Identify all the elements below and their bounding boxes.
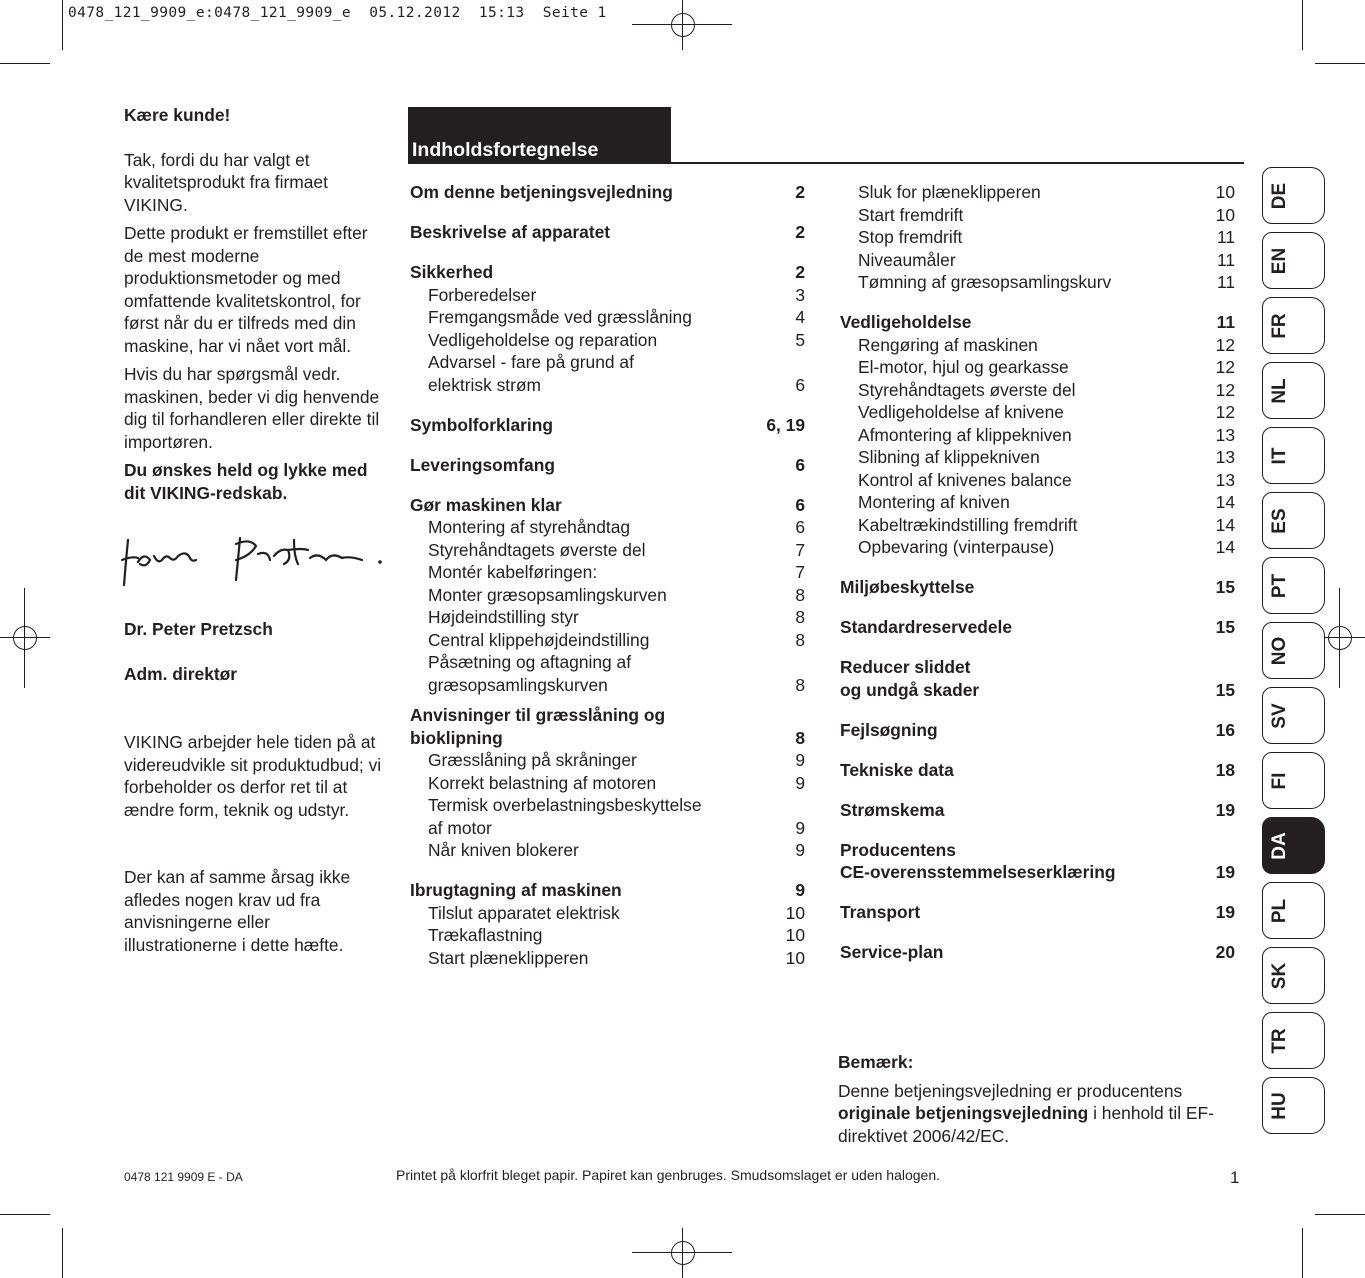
crop-mark xyxy=(1302,0,1303,50)
note-text-part: i henhold til EF-direktivet 2006/42/EC. xyxy=(838,1103,1214,1146)
toc-section[interactable] xyxy=(410,727,805,750)
toc-page-number: 12 xyxy=(1215,402,1235,422)
note-text xyxy=(838,1080,1228,1148)
toc-entry-title: Vedligeholdelse af knivene xyxy=(858,402,1064,422)
toc-entry-title: Montering af kniven xyxy=(858,492,1010,512)
toc-section[interactable] xyxy=(840,576,1235,599)
toc-page-number: 20 xyxy=(1215,942,1235,962)
note-box xyxy=(838,1051,1228,1147)
toc-entry-title: Montering af styrehåndtag xyxy=(428,517,631,537)
toc-entry[interactable] xyxy=(840,226,1235,249)
language-tab-label: PT xyxy=(1269,573,1290,598)
toc-entry[interactable] xyxy=(410,284,805,307)
toc-section[interactable] xyxy=(840,839,1235,862)
toc-entry-title: Om denne betjeningsvejledning xyxy=(410,182,673,202)
crop-mark xyxy=(0,1214,50,1215)
language-tab-nl[interactable] xyxy=(1262,362,1325,419)
toc-page-number: 9 xyxy=(795,840,805,860)
language-tab-label: IT xyxy=(1269,447,1290,464)
toc-section[interactable] xyxy=(410,879,805,902)
toc-entry-title: Græsslåning på skråninger xyxy=(428,750,637,770)
toc-page-number: 18 xyxy=(1215,759,1235,780)
toc-section[interactable] xyxy=(840,616,1235,639)
toc-entry-title: Leveringsomfang xyxy=(410,454,555,475)
language-tab-label: NO xyxy=(1269,636,1290,665)
toc-page-number: 8 xyxy=(795,727,805,748)
toc-page-number: 12 xyxy=(1215,379,1235,400)
toc-page-number: 12 xyxy=(1215,334,1235,355)
toc-entry-title: Påsætning og aftagning af xyxy=(428,652,632,672)
toc-entry[interactable] xyxy=(840,446,1235,469)
signature xyxy=(118,530,388,590)
toc-section[interactable] xyxy=(840,861,1235,884)
toc-entry[interactable] xyxy=(410,839,805,862)
language-tab-label: EN xyxy=(1269,247,1290,274)
toc-page-number: 11 xyxy=(1216,272,1235,292)
toc-page-number: 11 xyxy=(1216,249,1235,270)
toc-entry-title: Tekniske data xyxy=(840,759,954,780)
language-tab-sv[interactable] xyxy=(1262,687,1325,744)
toc-section[interactable] xyxy=(840,656,1235,679)
language-tab-tr[interactable] xyxy=(1262,1012,1325,1069)
toc-page-number: 16 xyxy=(1215,719,1235,740)
toc-page-number: 8 xyxy=(795,584,805,605)
toc-heading xyxy=(408,107,671,164)
toc-entry[interactable] xyxy=(410,817,805,840)
toc-page-number: 12 xyxy=(1215,357,1235,377)
language-tab-pt[interactable] xyxy=(1262,557,1325,614)
toc-entry[interactable] xyxy=(840,401,1235,424)
toc-entry-title: Slibning af klippekniven xyxy=(858,447,1040,467)
toc-entry[interactable] xyxy=(410,351,805,374)
toc-page-number: 10 xyxy=(785,902,805,923)
toc-page-number: 19 xyxy=(1215,902,1235,922)
toc-page-number: 9 xyxy=(795,880,805,900)
toc-entry[interactable] xyxy=(410,674,805,697)
toc-divider xyxy=(671,162,1244,164)
registration-mark xyxy=(682,1228,683,1278)
toc-entry-title: Forberedelser xyxy=(428,284,537,305)
language-tab-label: DA xyxy=(1269,831,1290,860)
toc-page-number: 5 xyxy=(795,329,805,350)
toc-entry[interactable] xyxy=(410,629,805,652)
language-tab-en[interactable] xyxy=(1262,232,1325,289)
toc-entry-title: CE-overensstemmelseserklæring xyxy=(840,862,1116,882)
toc-entry[interactable] xyxy=(410,539,805,562)
toc-entry[interactable] xyxy=(840,249,1235,272)
toc-entry[interactable] xyxy=(840,181,1235,204)
toc-title: Indholdsfortegnelse xyxy=(412,139,599,161)
toc-entry-title: Termisk overbelastningsbeskyttelse xyxy=(428,795,702,815)
language-tab-da[interactable] xyxy=(1262,817,1325,874)
signer-title: Adm. direktør xyxy=(124,664,238,684)
toc-entry-title: og undgå skader xyxy=(840,679,980,700)
toc-entry-title: El-motor, hjul og gearkasse xyxy=(858,357,1069,377)
toc-entry-title: Transport xyxy=(840,902,921,922)
toc-page-number: 6 xyxy=(795,454,805,475)
registration-mark xyxy=(671,13,695,37)
toc-entry[interactable] xyxy=(410,651,805,674)
toc-section[interactable] xyxy=(840,901,1235,924)
toc-section[interactable] xyxy=(410,221,805,244)
toc-entry-title: Strømskema xyxy=(840,799,945,820)
language-tab-fi[interactable] xyxy=(1262,752,1325,809)
toc-section[interactable] xyxy=(840,759,1235,782)
toc-page-number: 2 xyxy=(795,222,805,242)
signer-name: Dr. Peter Pretzsch xyxy=(124,619,273,639)
toc-entry[interactable] xyxy=(840,204,1235,227)
toc-page-number: 15 xyxy=(1215,577,1235,597)
language-tab-label: FI xyxy=(1269,772,1290,789)
language-tab-sk[interactable] xyxy=(1262,947,1325,1004)
toc-entry-title: Fejlsøgning xyxy=(840,719,938,740)
toc-page-number: 19 xyxy=(1215,862,1235,882)
toc-section[interactable] xyxy=(840,941,1235,964)
toc-section[interactable] xyxy=(410,494,805,517)
toc-page-number: 15 xyxy=(1215,617,1235,637)
toc-page-number: 8 xyxy=(795,629,805,650)
toc-entry[interactable] xyxy=(840,379,1235,402)
toc-entry-title: Fremgangsmåde ved græsslåning xyxy=(428,307,692,327)
toc-entry[interactable] xyxy=(840,424,1235,447)
toc-page-number: 6 xyxy=(795,374,805,395)
toc-entry-title: Niveaumåler xyxy=(858,249,956,270)
note-text-bold: originale betjeningsvejledning xyxy=(838,1103,1089,1123)
toc-entry[interactable] xyxy=(410,561,805,584)
language-tab-pl[interactable] xyxy=(1262,882,1325,939)
toc-entry[interactable] xyxy=(410,516,805,539)
toc-section[interactable] xyxy=(840,679,1235,702)
toc-entry[interactable] xyxy=(410,947,805,970)
toc-entry-title: Sikkerhed xyxy=(410,262,494,282)
toc-page-number: 4 xyxy=(795,307,805,327)
registration-mark xyxy=(24,588,25,688)
toc-entry-title: Opbevaring (vinterpause) xyxy=(858,537,1055,557)
toc-column-2 xyxy=(840,181,1235,964)
toc-entry[interactable] xyxy=(410,374,805,397)
toc-page-number: 14 xyxy=(1215,492,1235,512)
print-slug: 0478_121_9909_e:0478_121_9909_e 05.12.2012 15:13 Seite 1 xyxy=(68,5,607,21)
toc-entry-title: Styrehåndtagets øverste del xyxy=(858,379,1076,400)
toc-page-number: 13 xyxy=(1215,469,1235,490)
registration-mark xyxy=(1339,588,1340,688)
language-tab-label: HU xyxy=(1269,1091,1290,1120)
toc-entry-title: Central klippehøjdeindstilling xyxy=(428,629,650,650)
toc-page-number: 19 xyxy=(1215,799,1235,820)
toc-page-number: 3 xyxy=(795,284,805,305)
toc-entry-title: Styrehåndtagets øverste del xyxy=(428,539,646,560)
toc-page-number: 8 xyxy=(795,674,805,695)
toc-section[interactable] xyxy=(410,414,805,437)
toc-entry[interactable] xyxy=(410,749,805,772)
toc-entry-title: Ibrugtagning af maskinen xyxy=(410,880,622,900)
toc-section[interactable] xyxy=(840,799,1235,822)
toc-entry-title: Tilslut apparatet elektrisk xyxy=(428,902,620,923)
language-tab-es[interactable] xyxy=(1262,492,1325,549)
language-tab-label: PL xyxy=(1269,898,1290,923)
toc-page-number: 13 xyxy=(1215,424,1235,445)
toc-entry-title: Standardreservedele xyxy=(840,617,1013,637)
toc-section[interactable] xyxy=(410,181,805,204)
toc-page-number: 10 xyxy=(1215,204,1235,225)
toc-entry-title: Producentens xyxy=(840,839,956,860)
toc-entry-title: Symbolforklaring xyxy=(410,414,554,435)
toc-page-number: 7 xyxy=(795,562,805,582)
toc-entry-title: Korrekt belastning af motoren xyxy=(428,772,657,793)
toc-page-number: 13 xyxy=(1215,447,1235,467)
toc-entry-title: Advarsel - fare på grund af xyxy=(428,352,634,372)
language-tab-label: TR xyxy=(1269,1027,1290,1054)
crop-mark xyxy=(1302,1228,1303,1278)
toc-entry[interactable] xyxy=(410,772,805,795)
toc-entry-title: Gør maskinen klar xyxy=(410,494,562,515)
toc-entry[interactable] xyxy=(410,329,805,352)
language-tab-it[interactable] xyxy=(1262,427,1325,484)
page-number: 1 xyxy=(1230,1168,1240,1187)
disclaimer-paragraph: VIKING arbejder hele tiden på at videreudvikle sit produktudbud; vi forbeholder os derfor ret til at ændre form, teknik og udstyr. xyxy=(124,732,382,820)
toc-entry-title: græsopsamlingskurven xyxy=(428,674,608,695)
registration-mark xyxy=(13,626,37,650)
document-code: 0478 121 9909 E - DA xyxy=(124,1170,243,1184)
language-tab-label: NL xyxy=(1269,377,1290,404)
toc-entry-title: Beskrivelse af apparatet xyxy=(410,222,611,242)
toc-page-number: 10 xyxy=(1215,182,1235,202)
toc-entry[interactable] xyxy=(840,536,1235,559)
toc-entry-title: elektrisk strøm xyxy=(428,374,542,395)
note-heading: Bemærk: xyxy=(838,1052,914,1072)
language-tab-no[interactable] xyxy=(1262,622,1325,679)
toc-entry-title: Tømning af græsopsamlingskurv xyxy=(858,272,1112,292)
disclaimer-paragraph: Der kan af samme årsag ikke afledes nogen krav ud fra anvisningerne eller illustrationerne i dette hæfte. xyxy=(124,867,351,955)
toc-page-number: 6 xyxy=(795,517,805,537)
toc-entry[interactable] xyxy=(840,491,1235,514)
crop-mark xyxy=(1315,63,1365,64)
toc-entry[interactable] xyxy=(840,271,1235,294)
toc-entry-title: Når kniven blokerer xyxy=(428,840,579,860)
toc-page-number: 10 xyxy=(785,925,805,945)
letter-paragraph: Dette produkt er fremstillet efter de mest moderne produktionsmetoder og med omfattende kvalitetskontrol, for først når du er tilfreds med din maskine, har vi nået vort mål. xyxy=(124,223,368,356)
toc-entry-title: Sluk for plæneklipperen xyxy=(858,182,1041,202)
language-tab-fr[interactable] xyxy=(1262,297,1325,354)
toc-page-number: 14 xyxy=(1215,514,1235,535)
print-notice: Printet på klorfrit bleget papir. Papiret kan genbruges. Smudsomslaget er uden halogen. xyxy=(396,1167,940,1183)
toc-entry-title: Monter græsopsamlingskurven xyxy=(428,584,667,605)
toc-entry-title: Trækaflastning xyxy=(428,925,543,945)
toc-section[interactable] xyxy=(410,454,805,477)
language-tab-label: ES xyxy=(1269,507,1290,534)
toc-page-number: 7 xyxy=(795,539,805,560)
toc-entry-title: Start plæneklipperen xyxy=(428,947,589,968)
welcome-letter xyxy=(124,104,382,510)
toc-section[interactable] xyxy=(410,704,805,727)
toc-entry-title: Rengøring af maskinen xyxy=(858,334,1038,355)
note-text-part: Denne betjeningsvejledning er producentens xyxy=(838,1080,1183,1101)
toc-page-number: 6 xyxy=(795,494,805,515)
toc-page-number: 9 xyxy=(795,772,805,793)
toc-page-number: 8 xyxy=(795,607,805,627)
toc-entry[interactable] xyxy=(410,902,805,925)
toc-entry[interactable] xyxy=(840,469,1235,492)
toc-page-number: 15 xyxy=(1215,679,1235,700)
language-tab-label: FR xyxy=(1269,312,1290,339)
toc-entry-title: af motor xyxy=(428,817,492,838)
language-tab-hu[interactable] xyxy=(1262,1077,1325,1134)
toc-entry[interactable] xyxy=(410,584,805,607)
registration-mark xyxy=(682,0,683,50)
crop-mark xyxy=(62,1228,63,1278)
registration-mark xyxy=(0,637,50,638)
toc-entry-title: Reducer sliddet xyxy=(840,657,971,677)
toc-entry-title: Vedligeholdelse xyxy=(840,312,972,332)
toc-entry-title: Start fremdrift xyxy=(858,204,964,225)
toc-entry[interactable] xyxy=(410,606,805,629)
language-tab-label: SK xyxy=(1269,962,1290,989)
letter-paragraph: Tak, fordi du har valgt et kvalitetsprodukt fra firmaet VIKING. xyxy=(124,149,328,215)
language-tab-de[interactable] xyxy=(1262,167,1325,224)
toc-entry-title: Service-plan xyxy=(840,942,944,962)
toc-section[interactable] xyxy=(840,311,1235,334)
toc-entry[interactable] xyxy=(410,794,805,817)
toc-page-number: 11 xyxy=(1216,227,1235,247)
toc-page-number: 2 xyxy=(795,182,805,202)
toc-entry-title: Vedligeholdelse og reparation xyxy=(428,329,658,350)
toc-entry-title: Kabeltrækindstilling fremdrift xyxy=(858,514,1078,535)
toc-entry-title: Afmontering af klippekniven xyxy=(858,424,1072,445)
toc-page-number: 9 xyxy=(795,817,805,838)
toc-page-number: 14 xyxy=(1215,537,1235,557)
toc-entry-title: Stop fremdrift xyxy=(858,227,963,247)
toc-page-number: 10 xyxy=(785,947,805,968)
toc-entry-title: Kontrol af knivenes balance xyxy=(858,469,1072,490)
toc-entry-title: Anvisninger til græsslåning og xyxy=(410,705,666,725)
toc-column-1 xyxy=(410,181,805,969)
crop-mark xyxy=(1315,1214,1365,1215)
crop-mark xyxy=(0,63,50,64)
toc-entry-title: bioklipning xyxy=(410,727,503,748)
toc-entry-title: Montér kabelføringen: xyxy=(428,562,598,582)
crop-mark xyxy=(62,0,63,50)
toc-entry-title: Højdeindstilling styr xyxy=(428,607,579,627)
registration-mark xyxy=(1328,626,1352,650)
wish-text: Du ønskes held og lykke med dit VIKING-redskab. xyxy=(124,460,368,503)
toc-page-number: 9 xyxy=(795,750,805,770)
toc-entry-title: Miljøbeskyttelse xyxy=(840,577,975,597)
toc-page-number: 11 xyxy=(1216,312,1235,332)
language-tab-label: DE xyxy=(1269,182,1290,209)
registration-mark xyxy=(671,1241,695,1265)
toc-section[interactable] xyxy=(410,261,805,284)
toc-section[interactable] xyxy=(840,719,1235,742)
toc-page-number: 6, 19 xyxy=(766,414,805,435)
toc-entry[interactable] xyxy=(840,514,1235,537)
toc-entry[interactable] xyxy=(410,924,805,947)
language-tab-label: SV xyxy=(1269,702,1290,729)
toc-page-number: 2 xyxy=(795,262,805,282)
toc-entry[interactable] xyxy=(410,306,805,329)
letter-paragraph: Hvis du har spørgsmål vedr. maskinen, beder vi dig henvende dig til forhandleren eller direkte til importøren. xyxy=(124,364,380,452)
greeting: Kære kunde! xyxy=(124,105,231,125)
toc-entry[interactable] xyxy=(840,334,1235,357)
toc-entry[interactable] xyxy=(840,356,1235,379)
